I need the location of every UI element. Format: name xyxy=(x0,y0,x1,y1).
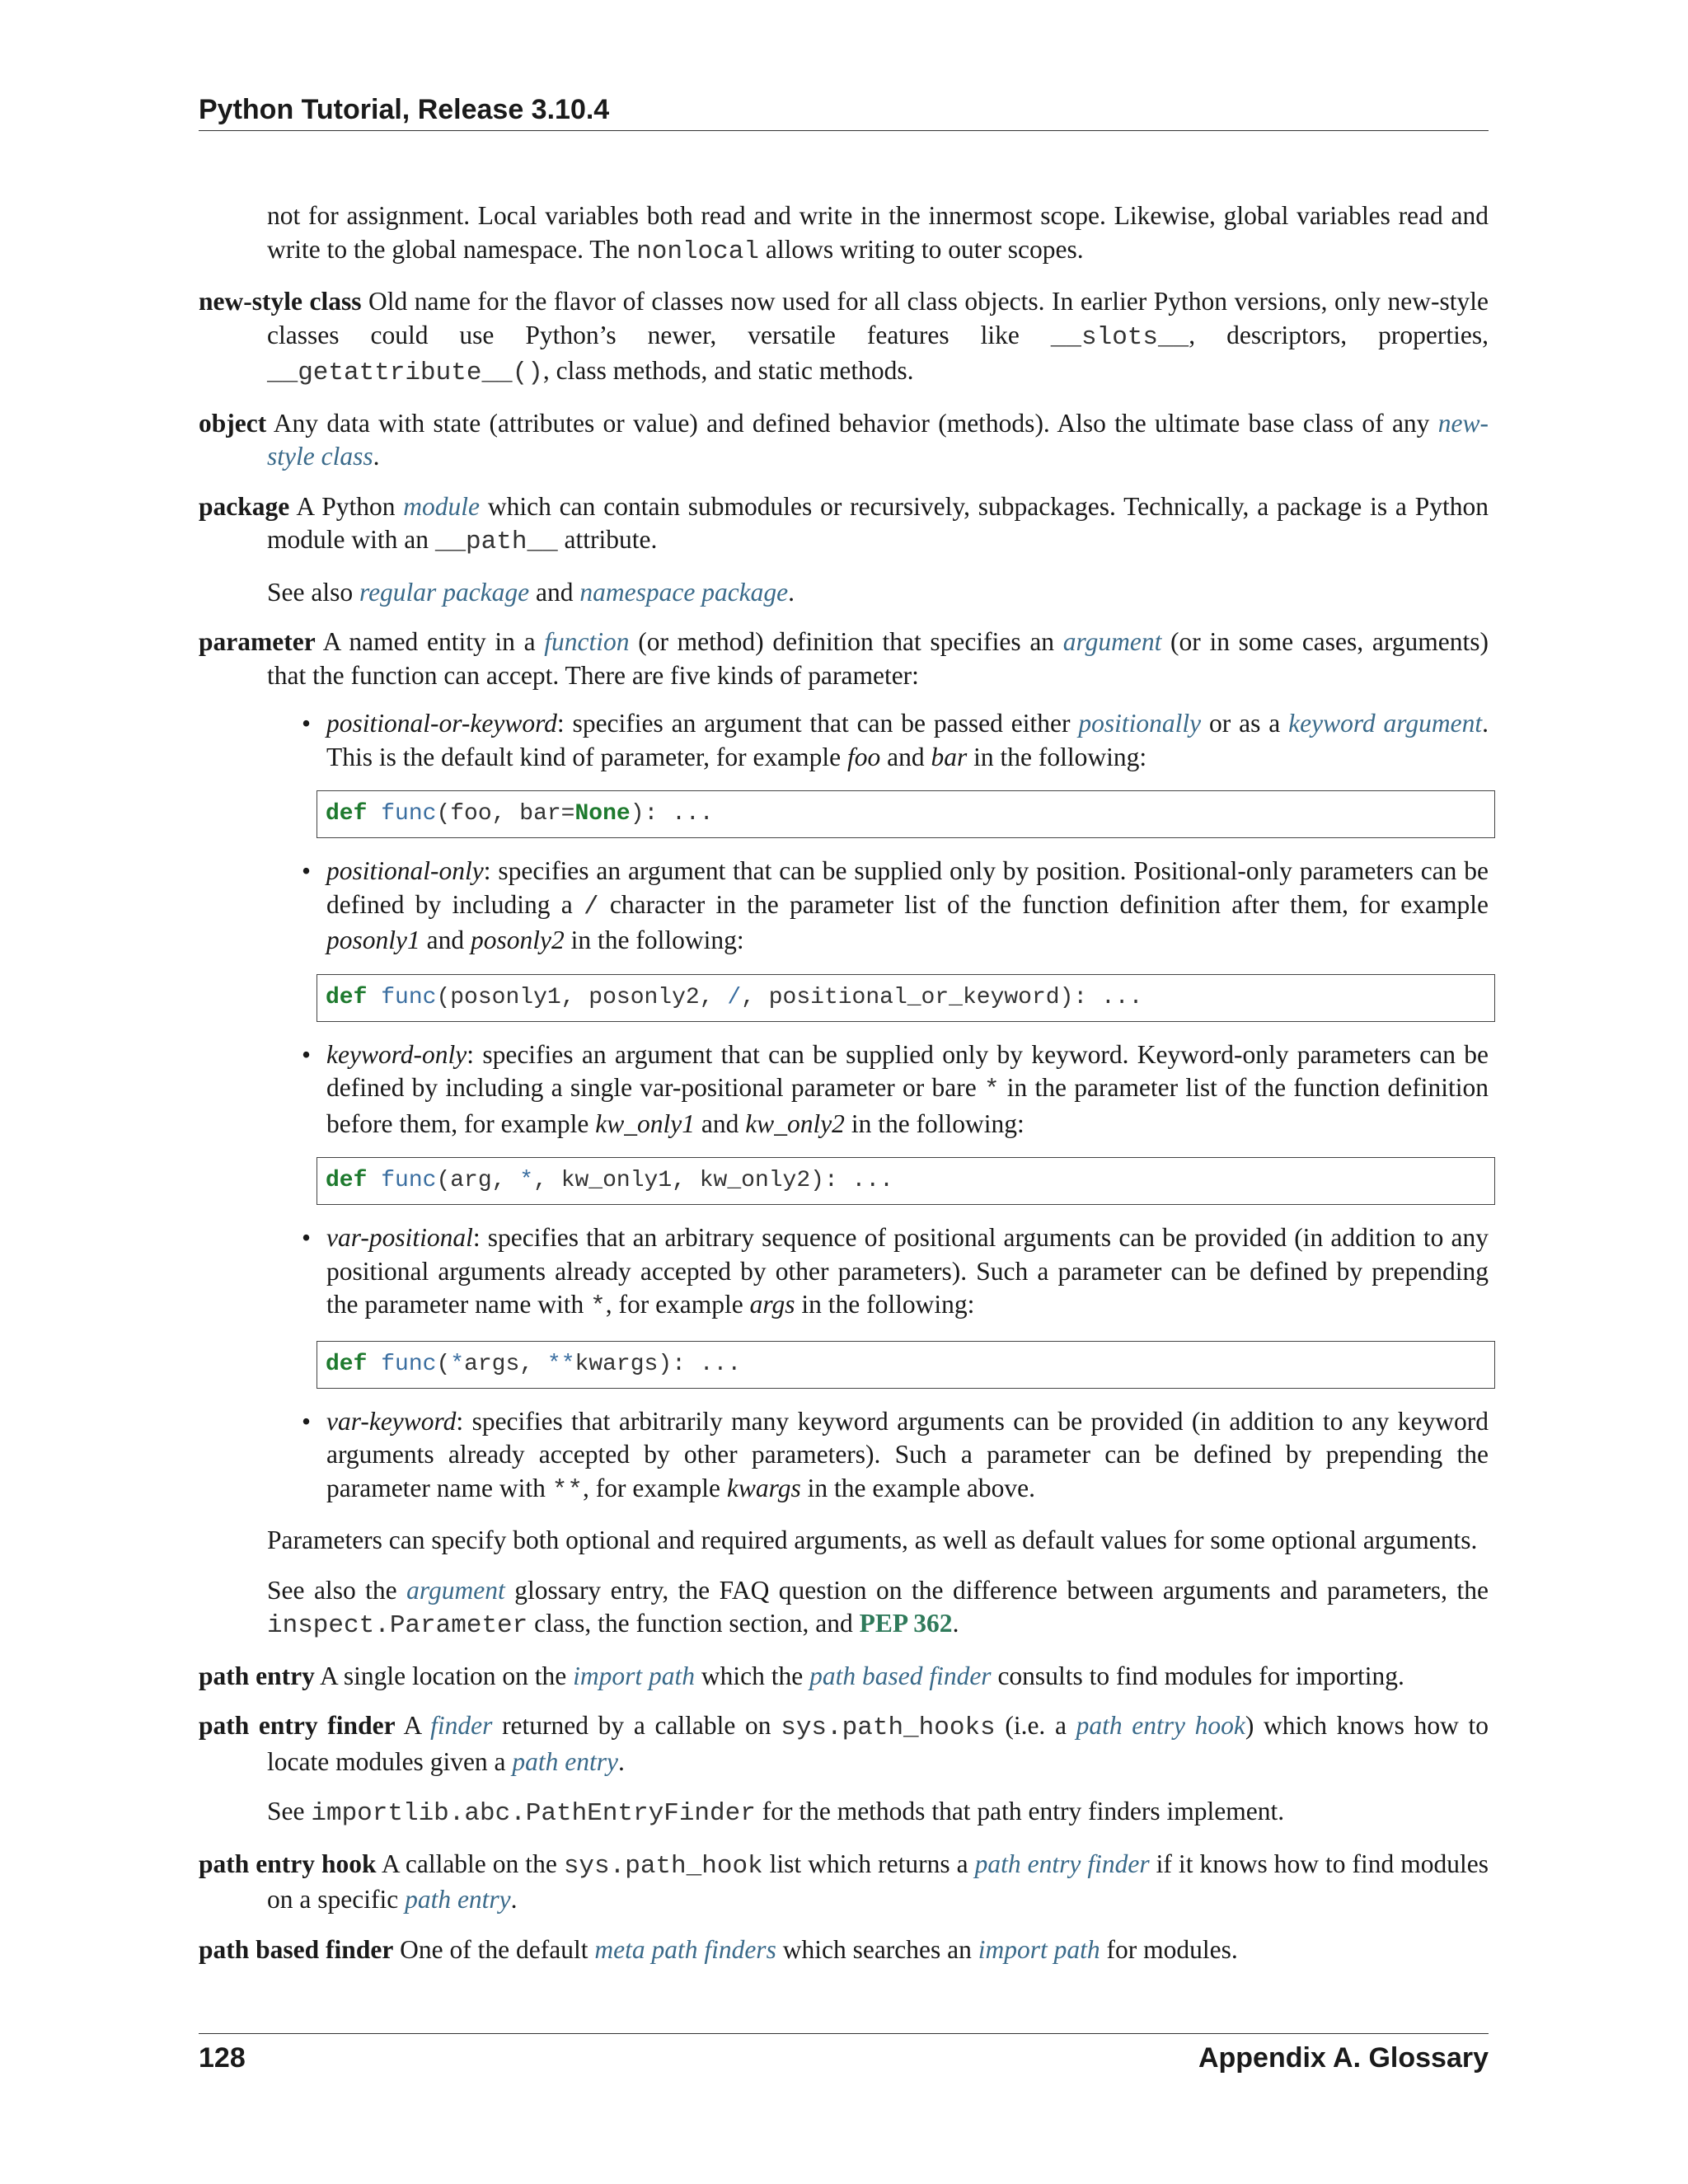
continuation-paragraph: not for assignment. Local variables both read and write in the innermost scope. Likewise, global variables read and write to the global namespace. The nonlocal allows writing to outer scopes. xyxy=(267,201,1489,266)
glossary-content xyxy=(199,199,1489,1983)
running-header: Python Tutorial, Release 3.10.4 xyxy=(199,94,610,125)
link-meta-path-finders[interactable]: meta path finders xyxy=(594,1934,776,1964)
glossary-entry-package xyxy=(199,490,1489,610)
footer-rule xyxy=(199,2033,1489,2034)
definition-paragraph: path entry finder A finder returned by a callable on sys.path_hooks (i.e. a path entry hook) which knows how to locate modules given a path entry. xyxy=(199,1711,1489,1776)
footer-section-title: Appendix A. Glossary xyxy=(1198,2042,1489,2074)
glossary-term: path entry finder xyxy=(199,1711,396,1740)
page-number: 128 xyxy=(199,2042,246,2074)
list-item-var-keyword: • var-keyword: specifies that arbitrarily many keyword arguments can be provided (in addition to any keyword arguments already accepted by other parameters). Such a parameter can be defined by prepending the parameter name with **, for example kwargs in the example above. xyxy=(302,1406,1489,1505)
definition-paragraph: new-style class Old name for the flavor of classes now used for all class objects. In earlier Python versions, only new-style classes could use Python’s newer, versatile features like __slots__, descriptors, properties, __getattribute__(), class methods, and static methods. xyxy=(199,287,1489,387)
inline-code: * xyxy=(983,1076,1000,1104)
link-path-entry-finder[interactable]: path entry finder xyxy=(974,1849,1150,1878)
code-block: def func(arg, *, kw_only1, kw_only2): ... xyxy=(316,1157,1495,1205)
code-block: def func(*args, **kwargs): ... xyxy=(316,1341,1495,1389)
list-item-keyword-only: • keyword-only: specifies an argument that can be supplied only by keyword. Keyword-only parameters can be defined by including a single var-positional parameter or bare * in the parameter list of the function definition before them, for example kw_only1 and kw_only2 in the following: def func(arg, *, kw_only1, kw_only2): ... xyxy=(326,1038,1489,1206)
bullet-marker: • xyxy=(302,709,312,738)
link-finder[interactable]: finder xyxy=(430,1711,493,1740)
glossary-entry-path-entry-hook xyxy=(199,1848,1489,1917)
glossary-entry-path-entry-finder xyxy=(199,1709,1489,1831)
link-function[interactable]: function xyxy=(544,627,630,656)
definition-paragraph: path entry A single location on the import path which the path based finder consults to find modules for importing. xyxy=(199,1661,1404,1690)
inline-code: nonlocal xyxy=(636,237,759,266)
link-keyword-argument[interactable]: keyword argument xyxy=(1288,709,1483,738)
glossary-term: path entry xyxy=(199,1661,315,1690)
glossary-entry-object xyxy=(199,407,1489,474)
glossary-entry-new-style-class xyxy=(199,285,1489,391)
link-import-path[interactable]: import path xyxy=(978,1934,1100,1964)
glossary-entry-path-based-finder xyxy=(199,1933,1489,1967)
glossary-term: package xyxy=(199,491,290,521)
link-new-style-class[interactable]: new-style class xyxy=(267,408,1489,471)
definition-paragraph: path entry hook A callable on the sys.path_hook list which returns a path entry finder if it knows how to find modules on a specific path entry. xyxy=(199,1849,1489,1914)
glossary-term: path based finder xyxy=(199,1934,394,1964)
link-path-entry[interactable]: path entry xyxy=(405,1885,511,1914)
glossary-entry-path-entry xyxy=(199,1660,1489,1694)
definition-paragraph: object Any data with state (attributes or value) and defined behavior (methods). Also the ultimate base class of any new-style class. xyxy=(199,408,1489,471)
link-argument[interactable]: argument xyxy=(406,1575,505,1605)
inline-code: importlib.abc.PathEntryFinder xyxy=(311,1799,756,1828)
see-also-paragraph: See also the argument glossary entry, the FAQ question on the difference between arguments and parameters, the inspect.Parameter class, the function section, and PEP 362. xyxy=(267,1575,1489,1640)
link-module[interactable]: module xyxy=(403,491,481,521)
link-path-based-finder[interactable]: path based finder xyxy=(809,1661,992,1690)
inline-code: __slots__ xyxy=(1050,322,1189,352)
inline-code: * xyxy=(590,1292,606,1321)
link-regular-package[interactable]: regular package xyxy=(359,577,530,607)
list-item-positional-or-keyword: • positional-or-keyword: specifies an argument that can be passed either positionally or as a keyword argument. This is the default kind of parameter, for example foo and bar in the following: def func(foo, bar=None): ... xyxy=(326,707,1489,838)
list-item-var-positional: • var-positional: specifies that an arbitrary sequence of positional arguments can be provided (in addition to any positional arguments already accepted by other parameters). Such a parameter can be defined by prepending the parameter name with *, for example args in the following: def func(*args, **kwargs): ... xyxy=(326,1221,1489,1389)
parameter-kinds-list xyxy=(199,707,1489,1507)
definition-paragraph: path based finder One of the default meta path finders which searches an import path for modules. xyxy=(199,1934,1238,1964)
parameter-optional-paragraph: Parameters can specify both optional and required arguments, as well as default values for some optional arguments. xyxy=(267,1526,1478,1554)
code-block: def func(foo, bar=None): ... xyxy=(316,790,1495,838)
inline-code: __path__ xyxy=(434,527,558,556)
see-also-paragraph: See importlib.abc.PathEntryFinder for the methods that path entry finders implement. xyxy=(267,1797,1285,1828)
inline-code: / xyxy=(583,892,599,921)
glossary-term: new-style class xyxy=(199,287,362,316)
running-footer xyxy=(199,2041,1489,2075)
code-block: def func(posonly1, posonly2, /, positional_or_keyword): ... xyxy=(316,974,1495,1022)
inline-code: __getattribute__() xyxy=(267,359,543,387)
see-also-paragraph: See also regular package and namespace package. xyxy=(267,577,795,607)
bullet-marker: • xyxy=(302,1223,312,1252)
link-path-entry-hook[interactable]: path entry hook xyxy=(1076,1711,1245,1740)
definition-paragraph: parameter A named entity in a function (or method) definition that specifies an argument (or in some cases, arguments) that the function can accept. There are five kinds of parameter: xyxy=(199,627,1489,690)
entry-continuation xyxy=(199,199,1489,269)
link-import-path[interactable]: import path xyxy=(573,1661,695,1690)
link-namespace-package[interactable]: namespace package xyxy=(579,577,789,607)
link-pep-362[interactable]: PEP 362 xyxy=(859,1609,953,1638)
link-positionally[interactable]: positionally xyxy=(1078,709,1202,738)
inline-code: ** xyxy=(551,1475,583,1505)
inline-code: inspect.Parameter xyxy=(267,1611,528,1640)
bullet-marker: • xyxy=(302,856,312,885)
definition-paragraph: package A Python module which can contain submodules or recursively, subpackages. Technically, a package is a Python module with an __path__ attribute. xyxy=(199,491,1489,556)
glossary-term: object xyxy=(199,408,267,438)
inline-code: sys.path_hooks xyxy=(781,1713,996,1742)
bullet-marker: • xyxy=(302,1406,312,1436)
glossary-term: path entry hook xyxy=(199,1849,377,1878)
glossary-term: parameter xyxy=(199,627,316,656)
bullet-marker: • xyxy=(302,1039,312,1069)
link-path-entry[interactable]: path entry xyxy=(512,1746,619,1776)
inline-code: sys.path_hook xyxy=(563,1851,763,1881)
list-item-positional-only: • positional-only: specifies an argument that can be supplied only by position. Positional-only parameters can be defined by including a / character in the parameter list of the function definition after them, for example posonly1 and posonly2 in the following: def func(posonly1, posonly2, /, positional_or_keyword): ... xyxy=(326,855,1489,1022)
link-argument[interactable]: argument xyxy=(1062,627,1162,656)
glossary-entry-parameter xyxy=(199,626,1489,1643)
header-rule xyxy=(199,130,1489,131)
